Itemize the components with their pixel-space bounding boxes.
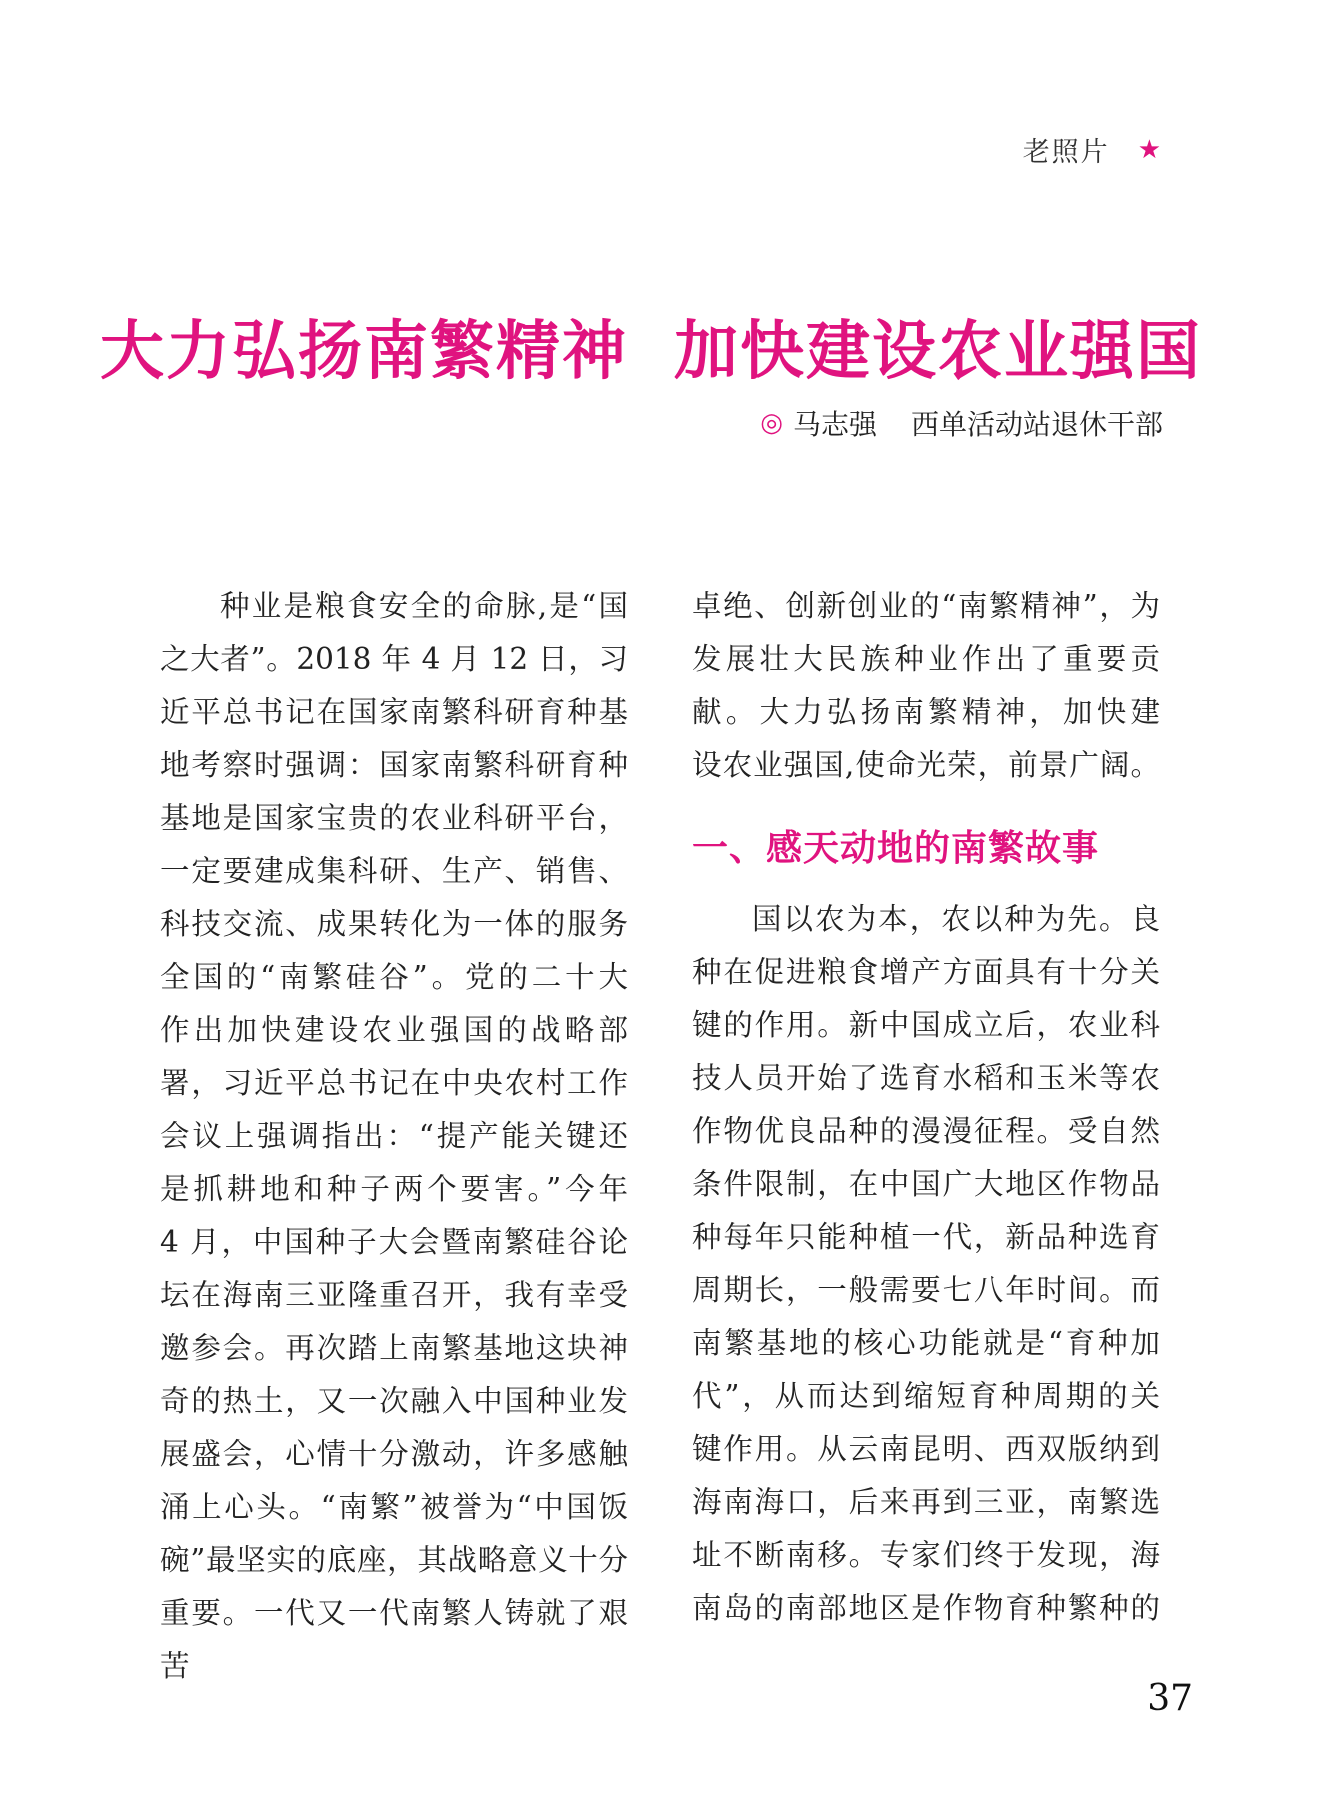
- left-line: 地考察时强调：国家南繁科研育种: [160, 748, 628, 782]
- left-line: 坛在海南三亚隆重召开，我有幸受: [160, 1278, 628, 1312]
- left-line: 4 月，中国种子大会暨南繁硅谷论: [160, 1225, 628, 1259]
- left-line: 碗”最坚实的底座，其战略意义十分: [160, 1543, 628, 1577]
- right-body-line: 代”，从而达到缩短育种周期的关: [692, 1379, 1160, 1413]
- right-body-line: 南繁基地的核心功能就是“育种加: [692, 1326, 1160, 1360]
- right-body-line: 周期长，一般需要七八年时间。而: [692, 1273, 1160, 1307]
- right-column: [692, 580, 1160, 1635]
- title-part-2: 加快建设农业强国: [674, 314, 1202, 389]
- left-line: 重要。一代又一代南繁人铸就了艰苦: [160, 1596, 628, 1683]
- byline: [760, 403, 1163, 443]
- left-line: 一定要建成集科研、生产、销售、: [160, 854, 628, 888]
- title-part-1: 大力弘扬南繁精神: [100, 314, 628, 389]
- right-intro-line: 发展壮大民族种业作出了重要贡: [692, 642, 1160, 676]
- right-body-line: 条件限制，在中国广大地区作物品: [692, 1167, 1160, 1201]
- author-name: 马志强: [792, 408, 877, 441]
- right-body-line: 键的作用。新中国成立后，农业科: [692, 1008, 1160, 1042]
- left-line: 近平总书记在国家南繁科研育种基: [160, 695, 628, 729]
- right-body-line: 种在促进粮食增产方面具有十分关: [692, 955, 1160, 989]
- section-tag: [1023, 130, 1163, 169]
- right-intro-line: 卓绝、创新创业的“南繁精神”，为: [692, 589, 1160, 623]
- right-body-line: 国以农为本，农以种为先。良: [752, 902, 1160, 936]
- left-line: 是抓耕地和种子两个要害。”今年: [160, 1172, 628, 1206]
- right-intro-line: 设农业强国,使命光荣，前景广阔。: [692, 748, 1160, 782]
- byline-mark-icon: ◎: [760, 408, 783, 438]
- section-heading: 一、感天动地的南繁故事: [692, 828, 1100, 869]
- left-line: 署，习近平总书记在中央农村工作: [160, 1066, 628, 1100]
- right-body-line: 作物优良品种的漫漫征程。受自然: [692, 1114, 1160, 1148]
- left-line: 基地是国家宝贵的农业科研平台，: [160, 801, 628, 835]
- right-body-line: 海南海口，后来再到三亚，南繁选: [692, 1485, 1160, 1519]
- right-body-line: 种每年只能种植一代，新品种选育: [692, 1220, 1160, 1254]
- right-body-line: 技人员开始了选育水稻和玉米等农: [692, 1061, 1160, 1095]
- left-line: 涌上心头。“南繁”被誉为“中国饭: [160, 1490, 628, 1524]
- left-line: 种业是粮食安全的命脉,是“国: [220, 589, 628, 623]
- left-line: 邀参会。再次踏上南繁基地这块神: [160, 1331, 628, 1365]
- section-tag-label: 老照片: [1022, 137, 1110, 168]
- article-title: [100, 300, 1230, 392]
- left-line: 全国的“南繁硅谷”。党的二十大: [160, 960, 628, 994]
- right-body-line: 址不断南移。专家们终于发现，海: [692, 1538, 1160, 1572]
- left-line: 展盛会，心情十分激动，许多感触: [160, 1437, 628, 1471]
- right-body-line: 键作用。从云南昆明、西双版纳到: [692, 1432, 1160, 1466]
- left-line: 之大者”。2018 年 4 月 12 日，习: [160, 642, 628, 676]
- left-line: 科技交流、成果转化为一体的服务: [160, 907, 628, 941]
- author-affiliation: 西单活动站退休干部: [910, 408, 1163, 441]
- page-number: 37: [1147, 1678, 1193, 1719]
- left-column: [160, 580, 628, 1693]
- left-line: 奇的热土，又一次融入中国种业发: [160, 1384, 628, 1418]
- right-intro-line: 献。大力弘扬南繁精神，加快建: [692, 695, 1160, 729]
- right-body-line: 南岛的南部地区是作物育种繁种的: [692, 1591, 1160, 1625]
- star-icon: ★: [1137, 134, 1163, 165]
- left-line: 作出加快建设农业强国的战略部: [160, 1013, 628, 1047]
- left-line: 会议上强调指出：“提产能关键还: [160, 1119, 628, 1153]
